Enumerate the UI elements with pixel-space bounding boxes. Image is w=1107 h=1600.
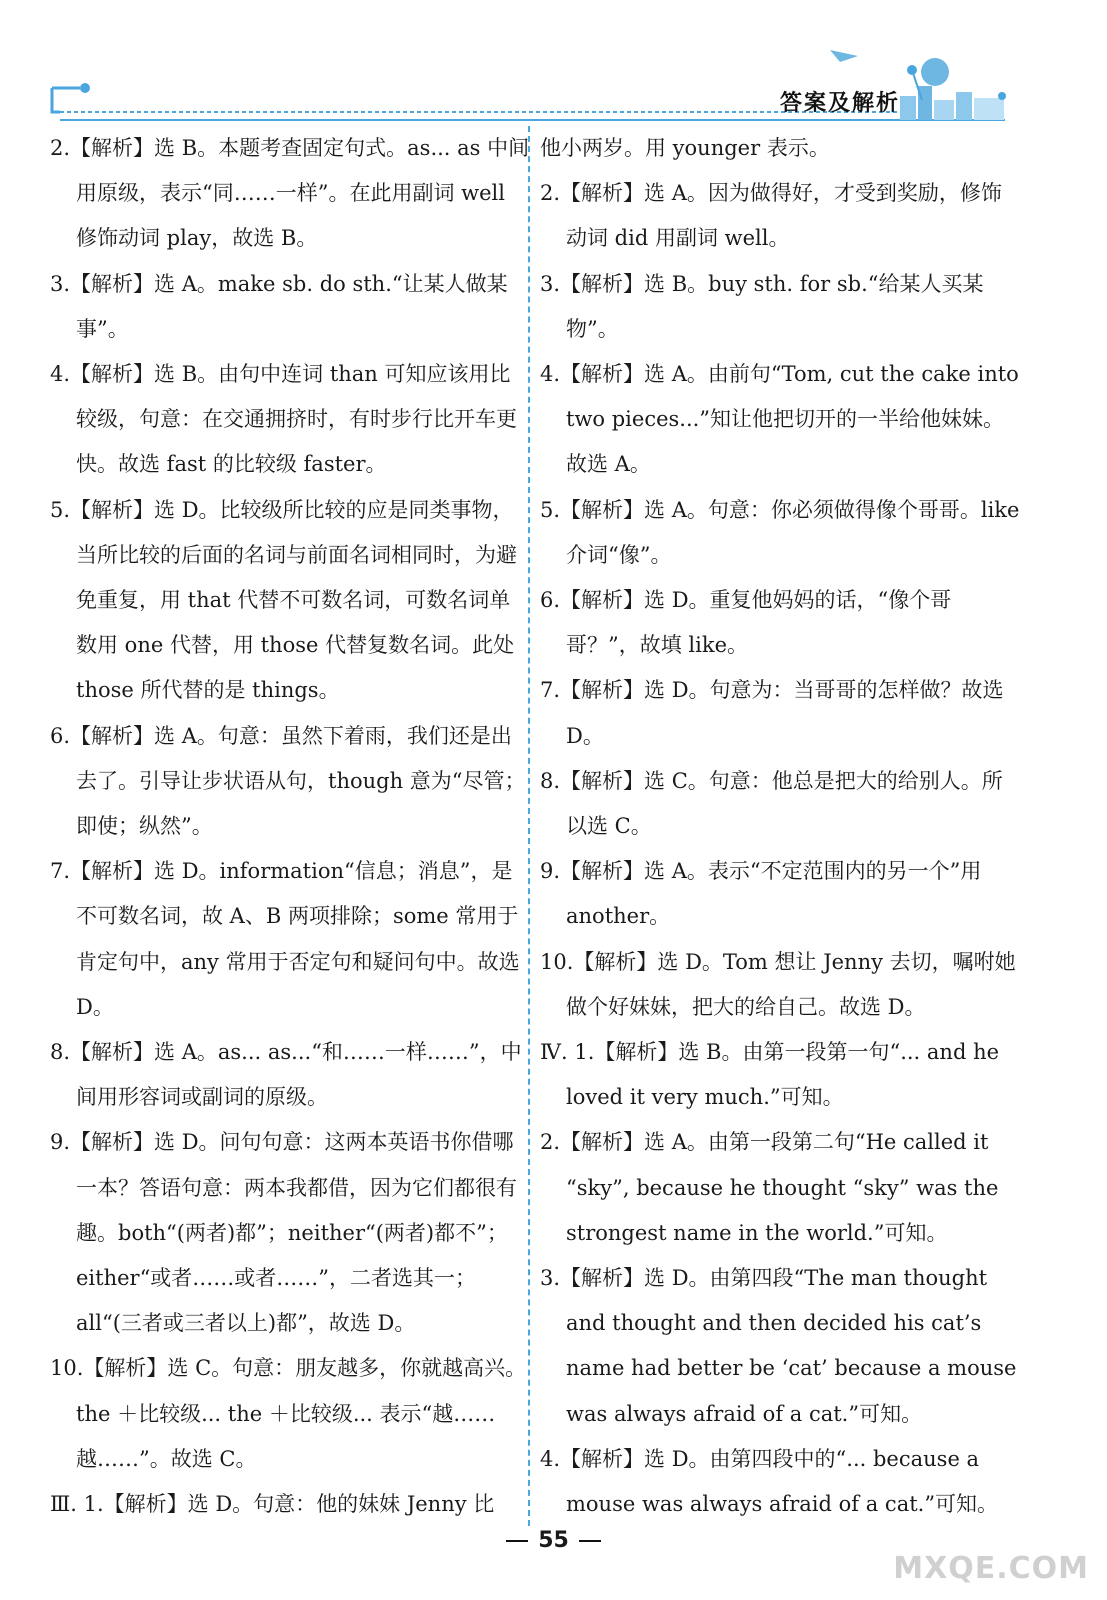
answer-entry: 4.【解析】选 D。由第四段中的“... because a mouse was always afraid of a cat.”可知。 <box>540 1446 999 1517</box>
answer-entry: 3.【解析】选 D。由第四段“The man thought and thought and then decided his cat’s name had better be ‘cat’ because a mouse was always afraid of a cat.”可知。 <box>540 1266 1017 1426</box>
page-number <box>0 1528 1107 1553</box>
answer-entry: 3.【解析】选 B。buy sth. for sb.“给某人买某物”。 <box>540 271 984 341</box>
answer-entry: 4.【解析】选 A。由前句“Tom, cut the cake into two pieces...”知让他把切开的一半给他妹妹。故选 A。 <box>540 362 1019 477</box>
answer-entry: 2.【解析】选 A。因为做得好，才受到奖励，修饰动词 did 用副词 well。 <box>540 181 1002 251</box>
answer-entry: 2.【解析】选 A。由第一段第二句“He called it “sky”, because he thought “sky” was the strongest name in the world.”可知。 <box>540 1130 999 1245</box>
right-column <box>540 126 1020 1527</box>
page-header <box>0 0 1107 130</box>
answer-entry: 5.【解析】选 A。句意：你必须做得像个哥哥。like 介词“像”。 <box>540 497 1020 567</box>
answer-entry: 6.【解析】选 A。句意：虽然下着雨，我们还是出去了。引导让步状语从句，though 意为“尽管；即使；纵然”。 <box>50 723 526 839</box>
answer-entry: 7.【解析】选 D。information“信息；消息”，是不可数名词，故 A、B 两项排除；some 常用于肯定句中，any 常用于否定句和疑问句中。故选 D。 <box>50 859 520 1019</box>
answer-entry: 6.【解析】选 D。重复他妈妈的话，“像个哥哥？”，故填 like。 <box>540 588 952 658</box>
dash-left <box>506 1540 528 1542</box>
answer-entry: 3.【解析】选 A。make sb. do sth.“让某人做某事”。 <box>50 271 508 341</box>
header-title: 答案及解析 <box>780 91 901 116</box>
page-number-text: 55 <box>538 1528 569 1553</box>
answer-entry: 2.【解析】选 B。本题考查固定句式。as... as 中间用原级，表示“同……一样”。在此用副词 well 修饰动词 play，故选 B。 <box>50 136 530 251</box>
left-column <box>50 126 530 1527</box>
answer-entry: 5.【解析】选 D。比较级所比较的应是同类事物，当所比较的后面的名词与前面名词相同时，为避免重复，用 that 代替不可数名词，可数名词单数用 one 代替，用 those 代替复数名词。此处 those 所代替的是 things。 <box>50 497 517 703</box>
answer-entry: 8.【解析】选 C。句意：他总是把大的给别人。所以选 C。 <box>540 768 1003 839</box>
answer-entry: 9.【解析】选 A。表示“不定范围内的另一个”用 another。 <box>540 859 982 929</box>
answer-entry: 8.【解析】选 A。as... as...“和……一样……”，中间用形容词或副词的原级。 <box>50 1040 522 1110</box>
answer-entry: Ⅲ. 1.【解析】选 D。句意：他的妹妹 Jenny 比 <box>50 1492 495 1517</box>
answer-entry: 9.【解析】选 D。问句句意：这两本英语书你借哪一本？答语句意：两本我都借，因为它们都很有趣。both“(两者)都”；neither“(两者)都不”；either“或者……或者……”，二者选其一；all“(三者或三者以上)都”，故选 D。 <box>50 1130 517 1336</box>
answer-entry: 10.【解析】选 D。Tom 想让 Jenny 去切，嘱咐她做个好妹妹，把大的给自己。故选 D。 <box>540 949 1016 1019</box>
answer-entry: 他小两岁。用 younger 表示。 <box>540 136 830 160</box>
answer-entry: 10.【解析】选 C。句意：朋友越多，你就越高兴。the ＋比较级... the ＋比较级... 表示“越……越……”。故选 C。 <box>50 1356 527 1471</box>
watermark: MXQE.COM <box>893 1551 1089 1586</box>
dash-right <box>579 1540 601 1542</box>
header-decoration <box>0 0 1107 130</box>
answer-entry: 7.【解析】选 D。句意为：当哥哥的怎样做？故选 D。 <box>540 678 1004 748</box>
answer-entry: 4.【解析】选 B。由句中连词 than 可知应该用比较级，句意：在交通拥挤时，有时步行比开车更快。故选 fast 的比较级 faster。 <box>50 362 517 477</box>
answer-entry: Ⅳ. 1.【解析】选 B。由第一段第一句“... and he loved it very much.”可知。 <box>540 1040 1000 1110</box>
